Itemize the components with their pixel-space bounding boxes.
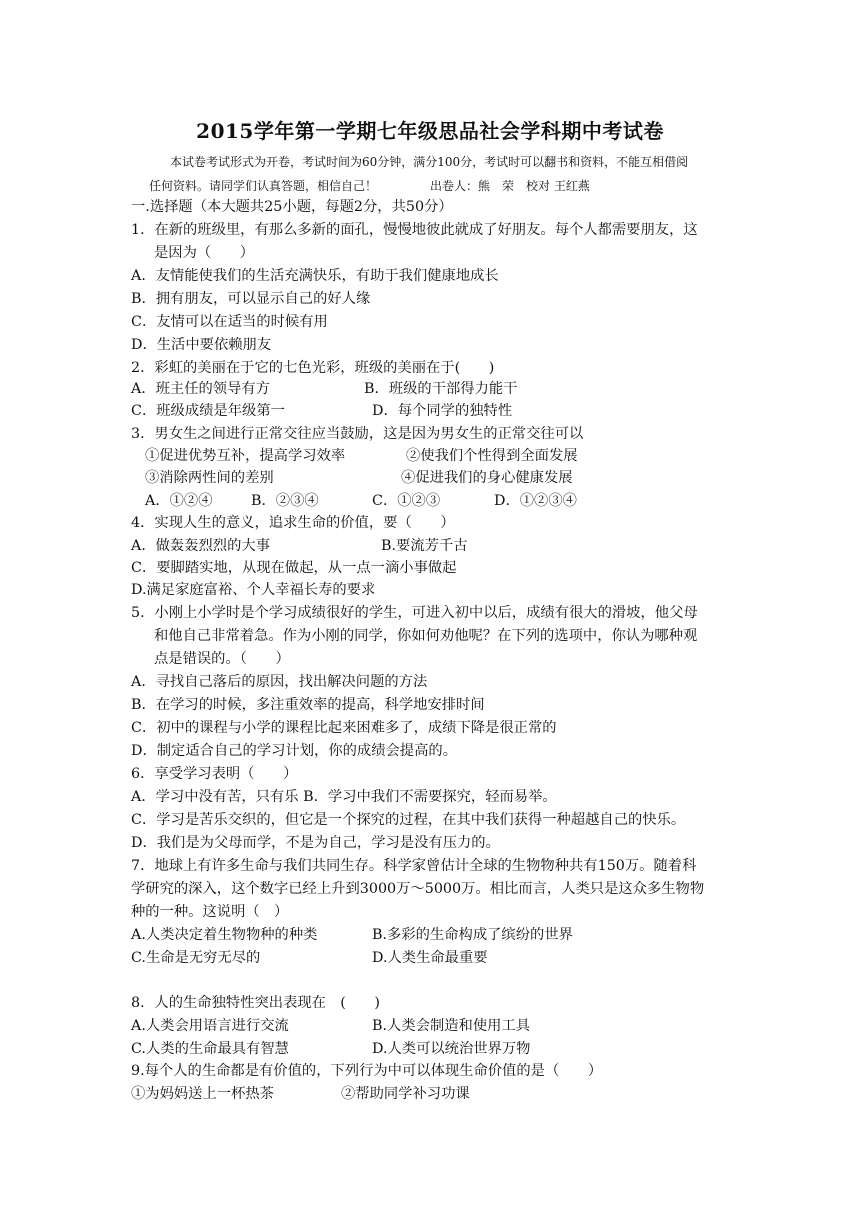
page-title: 2015学年第一学期七年级思品社会学科期中考试卷: [196, 119, 664, 143]
q5-option-d: D．制定适合自己的学习计划，你的成绩会提高的。: [131, 743, 457, 759]
q2-option-d: D．每个同学的独特性: [372, 403, 513, 419]
q8-option-d: D.人类可以统治世界万物: [372, 1041, 531, 1057]
q3-statement-2: ②使我们个性得到全面发展: [406, 448, 578, 464]
q6-stem: 6．享受学习表明（ ）: [131, 766, 298, 782]
q1-stem-line-1: 1．在新的班级里，有那么多新的面孔，慢慢地彼此就成了好朋友。每个人都需要朋友，这: [131, 222, 698, 238]
q7-option-a: A.人类决定着生物物种的种类: [131, 927, 318, 943]
q7-option-d: D.人类生命最重要: [372, 950, 488, 966]
q4-option-d: D.满足家庭富裕、个人幸福长寿的要求: [131, 582, 376, 598]
q7-stem-line-1: 7．地球上有许多生命与我们共同生存。科学家曾估计全球的生物物种共有150万。随着科: [131, 858, 697, 874]
q7-option-b: B.多彩的生命构成了缤纷的世界: [372, 927, 573, 943]
q2-stem: 2．彩虹的美丽在于它的七色光彩，班级的美丽在于( ): [131, 360, 495, 376]
q2-option-a: A．班主任的领导有方: [131, 381, 270, 397]
q9-stem: 9.每个人的生命都是有价值的，下列行为中可以体现生命价值的是（ ）: [131, 1063, 603, 1079]
q3-option-c: C．①②③: [372, 493, 441, 509]
q5-stem-line-1: 5．小刚上小学时是个学习成绩很好的学生，可进入初中以后，成绩有很大的滑坡，他父母: [131, 605, 698, 621]
q3-statement-1: ①促进优势互补，提高学习效率: [145, 448, 346, 464]
q3-statement-3: ③消除两性间的差别: [145, 470, 274, 486]
q5-stem-line-2: 和他自己非常着急。作为小刚的同学，你如何劝他呢？在下列的选项中，你认为哪种观: [154, 628, 698, 644]
q4-option-b: B.要流芳千古: [381, 538, 468, 554]
q6-option-c: C．学习是苦乐交织的，但它是一个探究的过程，在其中我们获得一种超越自己的快乐。: [131, 812, 686, 828]
section-heading: 一.选择题（本大题共25小题，每题2分，共50分）: [131, 199, 453, 215]
q3-option-a: A．①②④: [145, 493, 213, 509]
q5-option-b: B．在学习的时候，多注重效率的提高，科学地安排时间: [131, 697, 485, 713]
q2-option-c: C．班级成绩是年级第一: [131, 403, 285, 419]
q1-option-b: B．拥有朋友，可以显示自己的好人缘: [131, 291, 371, 307]
q5-stem-line-3: 点是错误的。（ ）: [154, 651, 290, 667]
q8-option-b: B.人类会制造和使用工具: [372, 1018, 531, 1034]
q1-stem-line-2: 是因为（ ）: [154, 245, 255, 261]
q2-option-b: B．班级的干部得力能干: [364, 381, 518, 397]
q4-option-a: A．做轰轰烈烈的大事: [131, 538, 270, 554]
q6-option-ab: A．学习中没有苦，只有乐 B．学习中我们不需要探究，轻而易举。: [131, 789, 557, 805]
q9-statement-2: ②帮助同学补习功课: [341, 1086, 470, 1102]
q5-option-a: A．寻找自己落后的原因，找出解决问题的方法: [131, 674, 428, 690]
q1-option-c: C．友情可以在适当的时候有用: [131, 314, 328, 330]
q3-option-d: D．①②③④: [494, 493, 577, 509]
q6-option-d: D．我们是为父母而学，不是为自己，学习是没有压力的。: [131, 835, 500, 851]
q4-option-c: C．要脚踏实地，从现在做起，从一点一滴小事做起: [131, 560, 457, 576]
q4-stem: 4．实现人生的意义，追求生命的价值，要（ ）: [131, 515, 455, 531]
q5-option-c: C．初中的课程与小学的课程比起来困难多了，成绩下降是很正常的: [131, 720, 557, 736]
q1-option-d: D．生活中要依赖朋友: [131, 337, 272, 353]
q3-stem: 3．男女生之间进行正常交往应当鼓励，这是因为男女生的正常交往可以: [131, 426, 584, 442]
q8-option-a: A.人类会用语言进行交流: [131, 1018, 289, 1034]
q7-option-c: C.生命是无穷无尽的: [131, 950, 261, 966]
q1-option-a: A．友情能使我们的生活充满快乐，有助于我们健康地成长: [131, 268, 499, 284]
q8-option-c: C.人类的生命最具有智慧: [131, 1041, 289, 1057]
q9-statement-1: ①为妈妈送上一杯热茶: [131, 1086, 274, 1102]
q3-option-b: B．②③④: [251, 493, 319, 509]
q8-stem: 8．人的生命独特性突出表现在 ( ): [131, 995, 380, 1011]
q7-stem-line-2: 学研究的深入，这个数字已经上升到3000万～5000万。相比而言，人类只是这众多生物物: [131, 881, 705, 897]
intro-line-2: 任何资料。请同学们认真答题，相信自己！: [149, 179, 378, 193]
q3-statement-4: ④促进我们的身心健康发展: [401, 470, 573, 486]
intro-authors: 出卷人：熊 荣 校对 王红燕: [430, 179, 590, 193]
intro-line-1: 本试卷考试形式为开卷，考试时间为60分钟，满分100分，考试时可以翻书和资料，不能互相借阅: [170, 155, 689, 169]
q7-stem-line-3: 种的一种。这说明（ ）: [131, 904, 289, 920]
